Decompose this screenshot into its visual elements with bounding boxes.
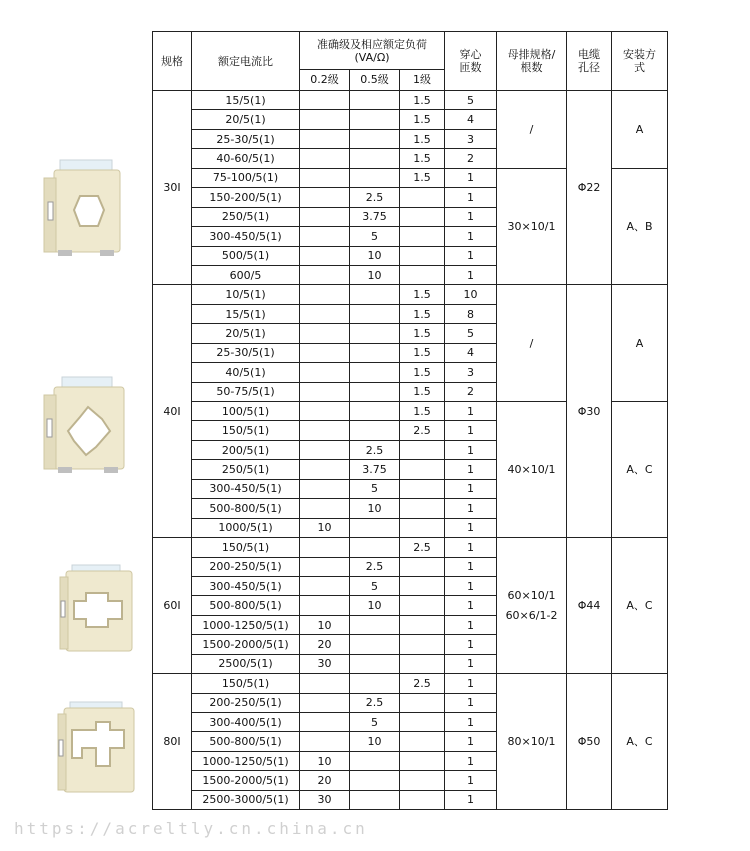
class-02-cell: 30	[300, 654, 350, 673]
turns-cell: 1	[445, 654, 497, 673]
class-1-cell: 1.5	[400, 324, 445, 343]
class-1-cell	[400, 188, 445, 207]
class-05-cell	[350, 790, 400, 809]
rated-ratio-cell: 150/5(1)	[192, 674, 300, 693]
class-1-cell	[400, 479, 445, 498]
header-turns: 穿心匝数	[445, 32, 497, 91]
class-02-cell	[300, 460, 350, 479]
class-05-cell	[350, 518, 400, 537]
class-02-cell	[300, 324, 350, 343]
mounting-cell: A	[612, 91, 668, 169]
class-1-cell	[400, 654, 445, 673]
class-02-cell: 20	[300, 635, 350, 654]
class-02-cell	[300, 246, 350, 265]
model-cell: 40I	[153, 285, 192, 538]
turns-cell: 1	[445, 227, 497, 246]
class-1-cell: 1.5	[400, 91, 445, 110]
class-02-cell: 30	[300, 790, 350, 809]
class-05-cell	[350, 421, 400, 440]
rated-ratio-cell: 1500-2000/5(1)	[192, 771, 300, 790]
class-1-cell	[400, 790, 445, 809]
class-1-cell	[400, 615, 445, 634]
rated-ratio-cell: 300-450/5(1)	[192, 576, 300, 595]
class-02-cell	[300, 440, 350, 459]
rated-ratio-cell: 500/5(1)	[192, 246, 300, 265]
class-05-cell	[350, 110, 400, 129]
rated-ratio-cell: 1000-1250/5(1)	[192, 751, 300, 770]
rated-ratio-cell: 300-450/5(1)	[192, 227, 300, 246]
rated-ratio-cell: 150/5(1)	[192, 421, 300, 440]
class-1-cell: 1.5	[400, 304, 445, 323]
turns-cell: 1	[445, 499, 497, 518]
class-1-cell	[400, 693, 445, 712]
class-1-cell: 2.5	[400, 538, 445, 557]
turns-cell: 1	[445, 538, 497, 557]
turns-cell: 1	[445, 635, 497, 654]
class-05-cell	[350, 771, 400, 790]
turns-cell: 1	[445, 615, 497, 634]
table-body	[153, 91, 668, 810]
rated-ratio-cell: 500-800/5(1)	[192, 499, 300, 518]
busbar-line: 60×10/1	[507, 588, 556, 602]
class-05-cell: 10	[350, 732, 400, 751]
header-cable-hole: 电缆孔径	[567, 32, 612, 91]
class-1-cell	[400, 440, 445, 459]
class-1-cell: 1.5	[400, 343, 445, 362]
class-05-cell: 2.5	[350, 557, 400, 576]
class-1-cell: 2.5	[400, 421, 445, 440]
turns-cell: 1	[445, 402, 497, 421]
turns-cell: 1	[445, 693, 497, 712]
busbar-cell: 80×10/1	[497, 674, 567, 810]
class-1-cell	[400, 246, 445, 265]
class-1-cell: 1.5	[400, 285, 445, 304]
class-02-cell: 10	[300, 751, 350, 770]
class-05-cell: 5	[350, 227, 400, 246]
turns-cell: 5	[445, 324, 497, 343]
class-1-cell	[400, 732, 445, 751]
class-02-cell	[300, 596, 350, 615]
rated-ratio-cell: 20/5(1)	[192, 110, 300, 129]
class-05-cell: 10	[350, 246, 400, 265]
header-accuracy-group: 准确级及相应额定负荷(VA/Ω)	[300, 32, 445, 70]
turns-cell: 1	[445, 790, 497, 809]
rated-ratio-cell: 200/5(1)	[192, 440, 300, 459]
rated-ratio-cell: 300-400/5(1)	[192, 713, 300, 732]
mounting-cell: A、C	[612, 538, 668, 674]
header-class-1: 1级	[400, 70, 445, 91]
rated-ratio-cell: 40/5(1)	[192, 363, 300, 382]
class-1-cell: 1.5	[400, 168, 445, 187]
class-05-cell	[350, 382, 400, 401]
class-05-cell: 5	[350, 479, 400, 498]
class-02-cell	[300, 538, 350, 557]
turns-cell: 4	[445, 110, 497, 129]
class-1-cell	[400, 576, 445, 595]
turns-cell: 1	[445, 207, 497, 226]
turns-cell: 1	[445, 771, 497, 790]
class-02-cell	[300, 188, 350, 207]
ct-spec-table	[152, 31, 668, 810]
class-05-cell	[350, 304, 400, 323]
header-class-05: 0.5级	[350, 70, 400, 91]
class-02-cell	[300, 674, 350, 693]
class-1-cell	[400, 207, 445, 226]
cable-hole-cell: Φ50	[567, 674, 612, 810]
class-05-cell: 10	[350, 499, 400, 518]
busbar-cell: 40×10/1	[497, 402, 567, 538]
class-02-cell	[300, 265, 350, 284]
cable-hole-cell: Φ44	[567, 538, 612, 674]
class-05-cell	[350, 129, 400, 148]
class-02-cell	[300, 421, 350, 440]
class-1-cell: 1.5	[400, 363, 445, 382]
class-02-cell	[300, 207, 350, 226]
ct-30i-product-image	[40, 158, 130, 260]
class-05-cell: 3.75	[350, 460, 400, 479]
turns-cell: 1	[445, 421, 497, 440]
rated-ratio-cell: 250/5(1)	[192, 460, 300, 479]
class-02-cell: 10	[300, 518, 350, 537]
rated-ratio-cell: 500-800/5(1)	[192, 732, 300, 751]
rated-ratio-cell: 50-75/5(1)	[192, 382, 300, 401]
rated-ratio-cell: 300-450/5(1)	[192, 479, 300, 498]
turns-cell: 1	[445, 596, 497, 615]
rated-ratio-cell: 100/5(1)	[192, 402, 300, 421]
model-cell: 30I	[153, 91, 192, 285]
class-02-cell	[300, 576, 350, 595]
table-row	[153, 538, 668, 557]
class-05-cell: 3.75	[350, 207, 400, 226]
header-busbar: 母排规格/根数	[497, 32, 567, 91]
model-cell: 60I	[153, 538, 192, 674]
turns-cell: 1	[445, 460, 497, 479]
class-1-cell	[400, 265, 445, 284]
class-05-cell	[350, 674, 400, 693]
class-02-cell: 20	[300, 771, 350, 790]
busbar-line: 60×6/1-2	[505, 608, 558, 622]
class-02-cell	[300, 499, 350, 518]
class-02-cell	[300, 285, 350, 304]
class-05-cell: 5	[350, 576, 400, 595]
busbar-cell	[497, 538, 567, 674]
rated-ratio-cell: 250/5(1)	[192, 207, 300, 226]
watermark: https://acreltly.cn.china.cn	[14, 819, 368, 838]
class-1-cell	[400, 227, 445, 246]
class-1-cell	[400, 596, 445, 615]
class-1-cell	[400, 518, 445, 537]
class-1-cell: 1.5	[400, 402, 445, 421]
rated-ratio-cell: 2500-3000/5(1)	[192, 790, 300, 809]
model-cell: 80I	[153, 674, 192, 810]
rated-ratio-cell: 2500/5(1)	[192, 654, 300, 673]
turns-cell: 1	[445, 440, 497, 459]
rated-ratio-cell: 15/5(1)	[192, 91, 300, 110]
rated-ratio-cell: 75-100/5(1)	[192, 168, 300, 187]
class-02-cell	[300, 168, 350, 187]
class-05-cell	[350, 402, 400, 421]
turns-cell: 1	[445, 557, 497, 576]
turns-cell: 1	[445, 713, 497, 732]
class-02-cell	[300, 693, 350, 712]
class-1-cell: 1.5	[400, 110, 445, 129]
busbar-cell: /	[497, 91, 567, 169]
turns-cell: 1	[445, 674, 497, 693]
header-rated-ratio: 额定电流比	[192, 32, 300, 91]
class-05-cell	[350, 363, 400, 382]
class-02-cell	[300, 343, 350, 362]
class-05-cell: 5	[350, 713, 400, 732]
class-05-cell	[350, 285, 400, 304]
class-1-cell	[400, 499, 445, 518]
header-mounting: 安装方式	[612, 32, 668, 91]
class-02-cell: 10	[300, 615, 350, 634]
turns-cell: 1	[445, 732, 497, 751]
turns-cell: 3	[445, 363, 497, 382]
ct-40i-product-image	[40, 375, 132, 475]
rated-ratio-cell: 1000-1250/5(1)	[192, 615, 300, 634]
class-05-cell	[350, 751, 400, 770]
class-02-cell	[300, 402, 350, 421]
turns-cell: 1	[445, 265, 497, 284]
busbar-cell: 30×10/1	[497, 168, 567, 285]
class-05-cell	[350, 538, 400, 557]
table-row	[153, 91, 668, 110]
class-02-cell	[300, 713, 350, 732]
class-05-cell: 2.5	[350, 440, 400, 459]
turns-cell: 5	[445, 91, 497, 110]
rated-ratio-cell: 600/5	[192, 265, 300, 284]
class-1-cell	[400, 751, 445, 770]
rated-ratio-cell: 500-800/5(1)	[192, 596, 300, 615]
header-model: 规格	[153, 32, 192, 91]
turns-cell: 2	[445, 382, 497, 401]
turns-cell: 1	[445, 479, 497, 498]
class-1-cell	[400, 713, 445, 732]
rated-ratio-cell: 10/5(1)	[192, 285, 300, 304]
turns-cell: 4	[445, 343, 497, 362]
busbar-cell: /	[497, 285, 567, 402]
class-02-cell	[300, 557, 350, 576]
class-05-cell	[350, 149, 400, 168]
rated-ratio-cell: 15/5(1)	[192, 304, 300, 323]
rated-ratio-cell: 200-250/5(1)	[192, 693, 300, 712]
rated-ratio-cell: 150/5(1)	[192, 538, 300, 557]
header-class-02: 0.2级	[300, 70, 350, 91]
class-05-cell	[350, 324, 400, 343]
turns-cell: 8	[445, 304, 497, 323]
class-05-cell: 2.5	[350, 188, 400, 207]
class-02-cell	[300, 110, 350, 129]
class-02-cell	[300, 382, 350, 401]
class-05-cell	[350, 168, 400, 187]
table-row	[153, 674, 668, 693]
class-02-cell	[300, 149, 350, 168]
table-row	[153, 285, 668, 304]
class-05-cell	[350, 91, 400, 110]
class-02-cell	[300, 91, 350, 110]
class-02-cell	[300, 129, 350, 148]
rated-ratio-cell: 40-60/5(1)	[192, 149, 300, 168]
class-1-cell	[400, 557, 445, 576]
turns-cell: 1	[445, 168, 497, 187]
class-05-cell	[350, 635, 400, 654]
class-05-cell: 10	[350, 596, 400, 615]
turns-cell: 1	[445, 188, 497, 207]
cable-hole-cell: Φ30	[567, 285, 612, 538]
class-1-cell: 1.5	[400, 382, 445, 401]
turns-cell: 2	[445, 149, 497, 168]
class-02-cell	[300, 304, 350, 323]
class-05-cell: 2.5	[350, 693, 400, 712]
rated-ratio-cell: 1000/5(1)	[192, 518, 300, 537]
class-05-cell: 10	[350, 265, 400, 284]
class-1-cell: 1.5	[400, 129, 445, 148]
class-02-cell	[300, 227, 350, 246]
turns-cell: 1	[445, 751, 497, 770]
mounting-cell: A	[612, 285, 668, 402]
rated-ratio-cell: 1500-2000/5(1)	[192, 635, 300, 654]
class-05-cell	[350, 615, 400, 634]
rated-ratio-cell: 200-250/5(1)	[192, 557, 300, 576]
turns-cell: 1	[445, 518, 497, 537]
class-02-cell	[300, 363, 350, 382]
ct-60i-product-image	[56, 563, 138, 655]
mounting-cell: A、B	[612, 168, 668, 285]
mounting-cell: A、C	[612, 674, 668, 810]
rated-ratio-cell: 25-30/5(1)	[192, 343, 300, 362]
class-1-cell	[400, 771, 445, 790]
class-1-cell: 1.5	[400, 149, 445, 168]
class-05-cell	[350, 343, 400, 362]
turns-cell: 10	[445, 285, 497, 304]
class-1-cell	[400, 460, 445, 479]
class-1-cell	[400, 635, 445, 654]
ct-80i-product-image	[54, 700, 140, 796]
rated-ratio-cell: 20/5(1)	[192, 324, 300, 343]
rated-ratio-cell: 25-30/5(1)	[192, 129, 300, 148]
mounting-cell: A、C	[612, 402, 668, 538]
turns-cell: 1	[445, 246, 497, 265]
rated-ratio-cell: 150-200/5(1)	[192, 188, 300, 207]
class-02-cell	[300, 479, 350, 498]
class-02-cell	[300, 732, 350, 751]
cable-hole-cell: Φ22	[567, 91, 612, 285]
turns-cell: 3	[445, 129, 497, 148]
turns-cell: 1	[445, 576, 497, 595]
class-1-cell: 2.5	[400, 674, 445, 693]
class-05-cell	[350, 654, 400, 673]
